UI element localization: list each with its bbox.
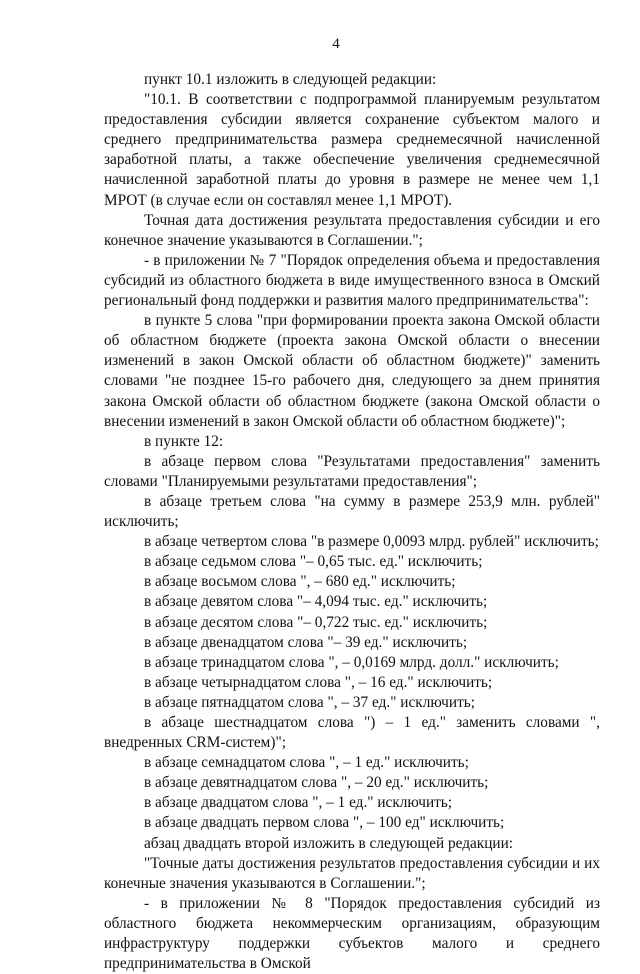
paragraph: в абзаце девятнадцатом слова ", – 20 ед." исключить;	[144, 774, 489, 792]
paragraph: в абзаце пятнадцатом слова ", – 37 ед." исключить;	[144, 693, 475, 711]
paragraph: в абзаце двадцатом слова ", – 1 ед." исключить;	[144, 794, 453, 812]
paragraph: в абзаце семнадцатом слова ", – 1 ед." исключить;	[144, 754, 469, 772]
paragraph: в абзаце четвертом слова "в размере 0,0093 млрд. рублей" исключить;	[144, 533, 599, 551]
paragraph: в абзаце девятом слова "– 4,094 тыс. ед." исключить;	[144, 593, 488, 611]
paragraph: в абзаце тринадцатом слова ", – 0,0169 млрд. долл." исключить;	[144, 653, 559, 671]
page-number: 4	[332, 36, 340, 52]
paragraph: в абзаце четырнадцатом слова ", – 16 ед." исключить;	[144, 673, 493, 691]
paragraph: в абзаце восьмом слова ", – 680 ед." исключить;	[144, 573, 456, 591]
paragraph: пункт 10.1 изложить в следующей редакции:	[144, 71, 437, 88]
paragraph: в абзаце десятом слова "– 0,722 тыс. ед." исключить;	[144, 613, 488, 631]
document-body	[104, 70, 600, 974]
paragraph: в абзаце седьмом слова "– 0,65 тыс. ед." исключить;	[144, 553, 483, 571]
paragraph: в пункте 5 слова "при формировании проекта закона Омской области об областном бюджете (проекта закона Омской области о внесении изменений в закон Омской области об областном бюджете)" заменить словами "не позднее 15-го рабочего дня, следующего за днем принятия закона Омской области об областном бюджете (закона Омской области о внесении изменений в закон Омской области об областном бюджете)";	[104, 312, 600, 430]
paragraph: абзац двадцать второй изложить в следующей редакции:	[144, 834, 514, 852]
paragraph: в абзаце двадцать первом слова ", – 100 ед" исключить;	[144, 814, 505, 832]
paragraph: в абзаце шестнадцатом слова ") – 1 ед." заменить словами ", внедренных CRM-систем)";	[104, 714, 600, 752]
paragraph: "Точные даты достижения результатов предоставления субсидии и их конечные значения указываются в Соглашении.";	[104, 854, 600, 892]
paragraph: Точная дата достижения результата предоставления субсидии и его конечное значение указываются в Соглашении.";	[104, 211, 600, 249]
paragraph: в абзаце двенадцатом слова "– 39 ед." исключить;	[144, 633, 468, 651]
paragraph: - в приложении № 8 "Порядок предоставления субсидий из областного бюджета некоммерческим организациям, образующим инфраструктуру поддержки субъектов малого и среднего предпринимательства в Омской	[104, 894, 600, 973]
paragraph: - в приложении № 7 "Порядок определения объема и предоставления субсидий из областного бюджета в виде имущественного взноса в Омский региональный фонд поддержки и развития малого предпринимательства":	[104, 251, 600, 310]
paragraph: "10.1. В соответствии с подпрограммой планируемым результатом предоставления субсидии является сохранение субъектом малого и среднего предпринимательства размера среднемесячной начисленной заработной платы, а также обеспечение увеличения среднемесячной начисленной заработной платы до уровня в размере не менее чем 1,1 МРОТ (в случае если он составлял менее 1,1 МРОТ).	[104, 91, 600, 209]
paragraph: в абзаце первом слова "Результатами предоставления" заменить словами "Планируемыми результатами предоставления";	[104, 452, 600, 490]
paragraph: в абзаце третьем слова "на сумму в размере 253,9 млн. рублей" исключить;	[104, 492, 600, 531]
paragraph: в пункте 12:	[144, 432, 224, 450]
